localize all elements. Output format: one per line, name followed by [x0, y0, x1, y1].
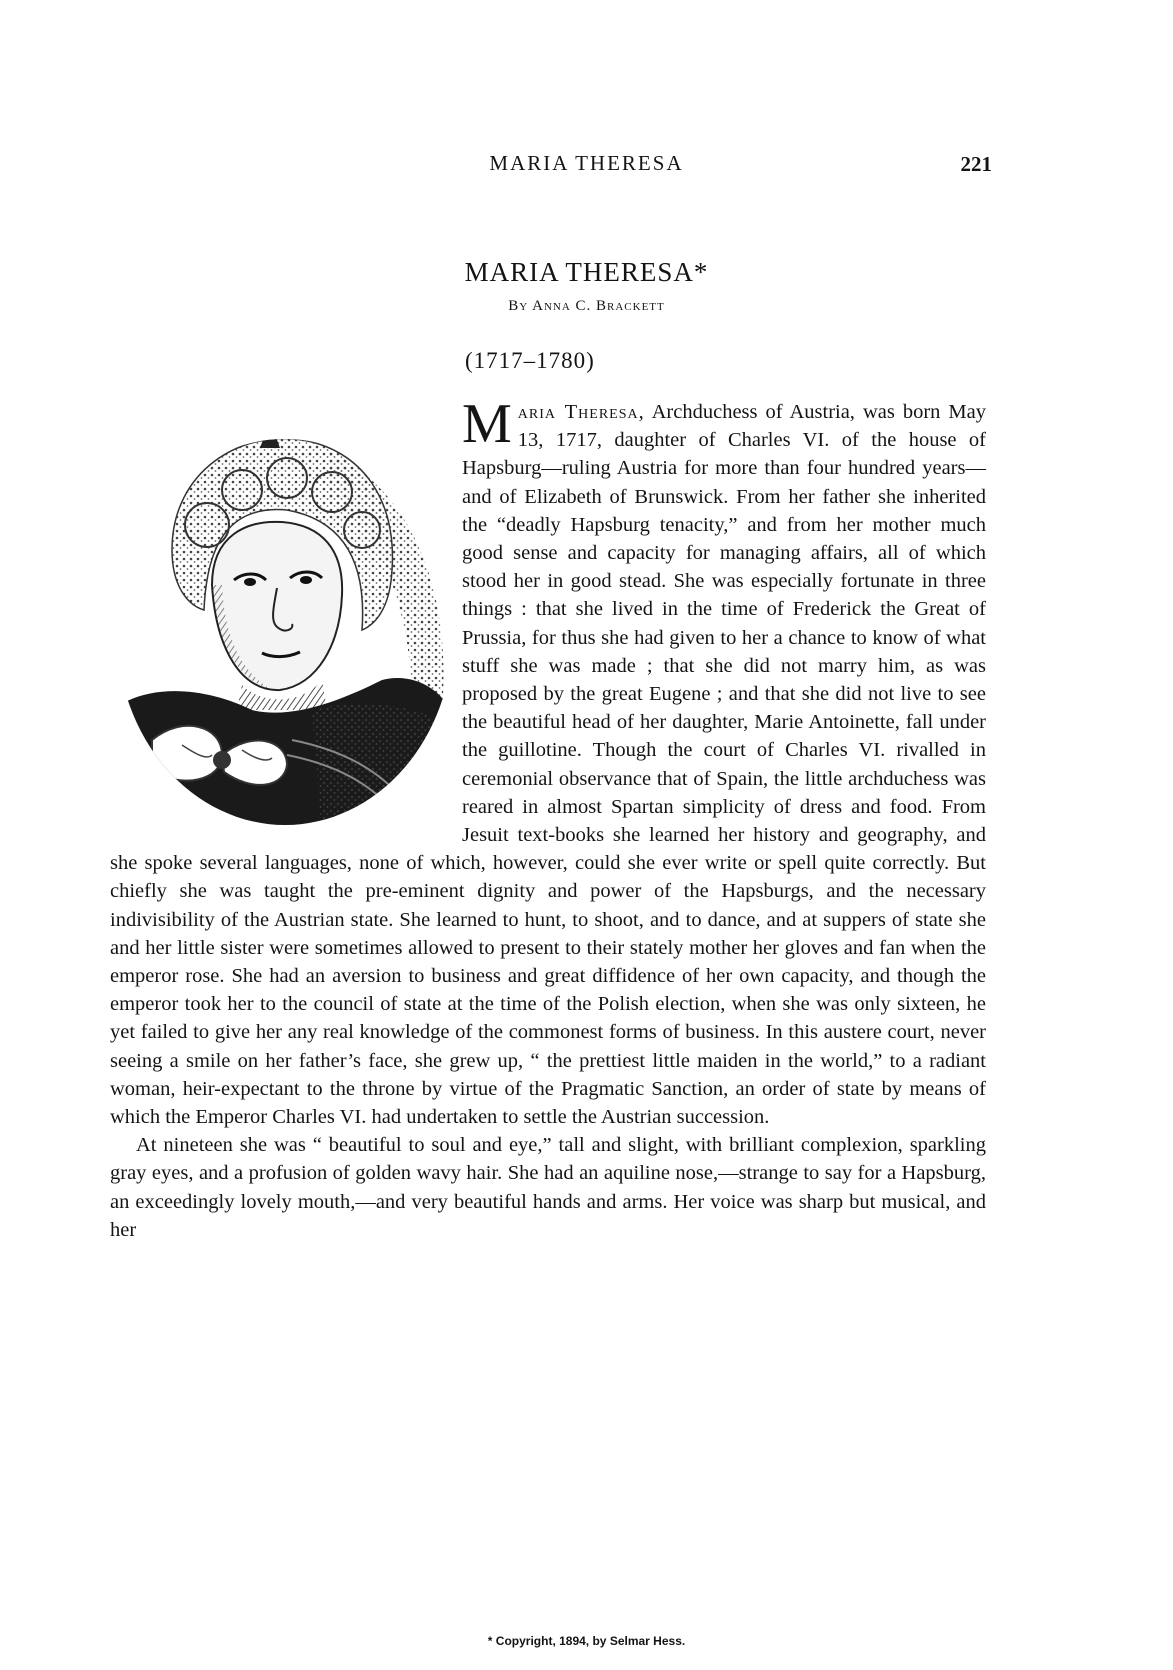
- running-head: [0, 151, 1173, 181]
- footnote-marker: *: [693, 257, 709, 287]
- running-title: MARIA THERESA: [489, 151, 684, 175]
- copyright-footnote: * Copyright, 1894, by Selmar Hess.: [487, 1634, 686, 1648]
- byline: By Anna C. Brackett: [508, 298, 665, 314]
- paragraph-1-text: Archduchess of Austria, was born May 13, 1717, daughter of Charles VI. of the house of Hapsburg—ruling Austria for more than four hundred years—and of Elizabeth of Brunswick. From her father she inherited the “deadly Hapsburg tenacity,” and from her mother much good sense and capacity for managing affairs, all of which stood her in good stead. She was especially fortunate in three things : that she lived in the time of Frederick the Great of Prussia, for thus she had given to her a chance to know of what stuff she was made ; that she did not marry him, as was proposed by the great Eugene ; and that she did not live to see the beautiful head of her daughter, Marie Antoinette, fall under the guillotine. Though the court of Charles VI. rivalled in ceremonial observance that of Spain, the little archduchess was reared in almost Spartan simplicity of dress and food. From Jesuit text-books she learned her history and geography, and she spoke several languages, none of which, however, could she ever write or spell quite correctly. But chiefly she was taught the pre-eminent dignity and power of the Hapsburgs, and the necessary indivisibility of the Austrian state. She learned to hunt, to shoot, and to dance, and at suppers of state she and her little sister were sometimes allowed to present to their stately mother her gloves and fan when the emperor rose. She had an aversion to business and great diffidence of her own capacity, and though the emperor took her to the council of state at the time of the Polish election, when she was only sixteen, he yet failed to give her any real knowledge of the commonest forms of business. In this austere court, never seeing a smile on her father’s face, she grew up, “ the prettiest little maiden in the world,” to a radiant woman, heir-expectant to the throne by virtue of the Pragmatic Sanction, an order of state by means of which the Emperor Charles VI. had undertaken to settle the Austrian succession.: [110, 401, 986, 1129]
- article-title: [0, 257, 1173, 288]
- body-paragraph-2: At nineteen she was “ beautiful to soul and eye,” tall and slight, with brilliant complexion, sparkling gray eyes, and a profusion of golden wavy hair. She had an aquiline nose,—strange to say for a Hapsburg, an exceedingly lovely mouth,—and very beautiful hands and arms. Her voice was sharp but musical, and her: [110, 1134, 986, 1241]
- portrait-float-space: [110, 398, 462, 832]
- article-body: [110, 393, 986, 1244]
- page-number: 221: [960, 152, 992, 176]
- drop-cap: M: [462, 393, 512, 455]
- article-title-text: MARIA THERESA: [464, 257, 694, 287]
- opening-small-caps: aria Theresa,: [517, 401, 645, 423]
- life-dates: (1717–1780): [465, 348, 595, 373]
